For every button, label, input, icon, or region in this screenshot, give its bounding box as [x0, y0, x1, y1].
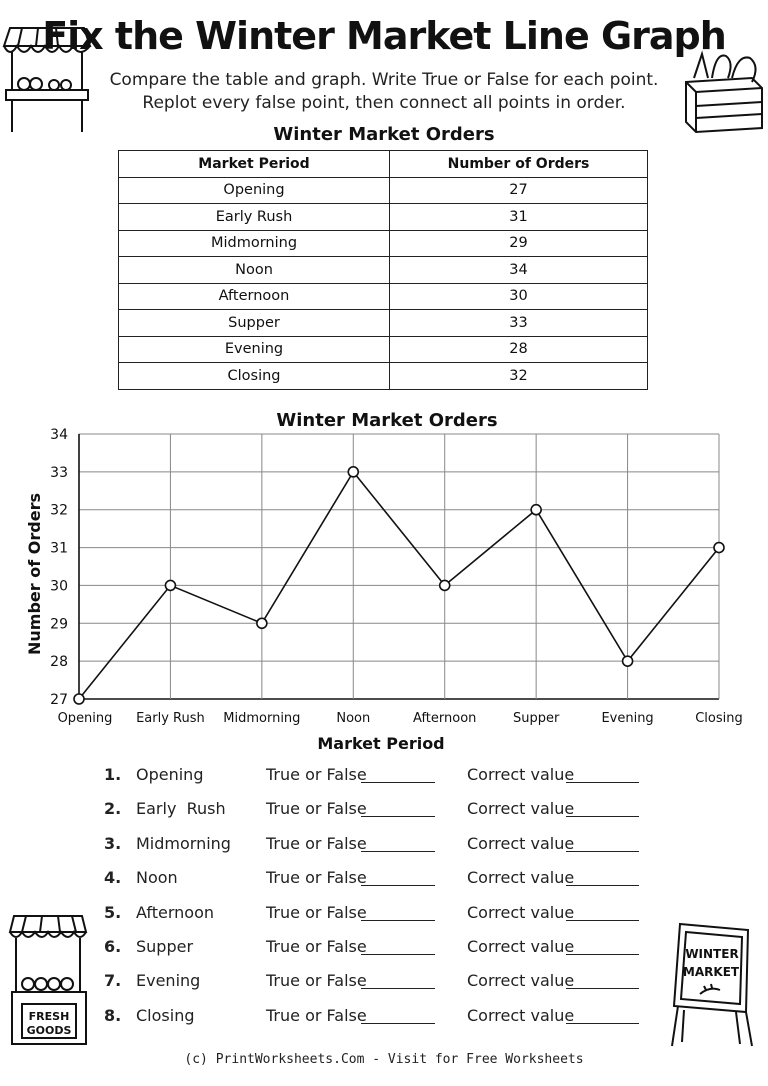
- question-row: [0, 1006, 768, 1036]
- y-tick-label: 30: [50, 578, 68, 595]
- true-false-label: True or False: [266, 902, 367, 922]
- y-tick-label: 28: [50, 654, 68, 671]
- question-number: 2.: [104, 799, 122, 819]
- correct-value-answer-blank[interactable]: [566, 851, 639, 852]
- correct-value-answer-blank[interactable]: [566, 920, 639, 921]
- true-false-answer-blank[interactable]: [361, 816, 435, 817]
- correct-value-answer-blank[interactable]: [566, 816, 639, 817]
- question-number: 8.: [104, 1005, 122, 1025]
- true-false-answer-blank[interactable]: [361, 782, 435, 783]
- correct-value-label: Correct value: [467, 799, 575, 819]
- question-period: Early Rush: [136, 799, 226, 819]
- correct-value-label: Correct value: [467, 868, 575, 888]
- x-tick-label: Supper: [512, 711, 560, 726]
- true-false-label: True or False: [266, 868, 367, 888]
- question-period: Closing: [136, 1005, 195, 1025]
- y-tick-labels: [50, 427, 68, 708]
- data-point: [531, 505, 541, 515]
- table-title: Winter Market Orders: [273, 124, 495, 145]
- x-tick-label: Opening: [57, 711, 113, 726]
- data-table: [118, 150, 648, 390]
- question-number: 1.: [104, 765, 122, 784]
- period-cell: Supper: [119, 310, 390, 337]
- true-false-label: True or False: [266, 971, 367, 991]
- y-tick-label: 31: [50, 540, 68, 557]
- x-tick-label: Early Rush: [136, 711, 205, 726]
- true-false-label: True or False: [266, 799, 367, 819]
- data-point: [440, 580, 450, 590]
- correct-value-answer-blank[interactable]: [566, 988, 639, 989]
- chart-title: Winter Market Orders: [276, 410, 498, 431]
- period-cell: Noon: [119, 257, 390, 284]
- orders-cell: 30: [390, 283, 648, 310]
- data-point: [257, 618, 267, 628]
- table-row: [119, 310, 648, 337]
- period-cell: Afternoon: [119, 283, 390, 310]
- question-period: Afternoon: [136, 902, 214, 922]
- page-title: Fix the Winter Market Line Graph: [42, 14, 726, 58]
- orders-cell: 31: [390, 204, 648, 231]
- question-row: [0, 903, 768, 933]
- table-row: [119, 230, 648, 257]
- true-false-answer-blank[interactable]: [361, 920, 435, 921]
- table-row: [119, 363, 648, 390]
- correct-value-label: Correct value: [467, 765, 575, 784]
- table-header-row: [119, 151, 648, 178]
- question-number: 3.: [104, 833, 122, 853]
- data-point: [165, 580, 175, 590]
- correct-value-answer-blank[interactable]: [566, 1023, 639, 1024]
- y-tick-label: 33: [50, 464, 68, 481]
- table-row: [119, 283, 648, 310]
- footer-credit: (c) PrintWorksheets.Com - Visit for Free Worksheets: [184, 1052, 584, 1067]
- true-false-answer-blank[interactable]: [361, 851, 435, 852]
- column-header: Number of Orders: [390, 151, 648, 178]
- data-point: [623, 656, 633, 666]
- x-tick-label: Evening: [601, 711, 654, 726]
- x-tick-label: Closing: [695, 711, 743, 726]
- instruction-line-2: Replot every false point, then connect all points in order.: [142, 93, 626, 113]
- orders-cell: 28: [390, 336, 648, 363]
- question-number: 6.: [104, 937, 122, 956]
- question-row: [0, 799, 768, 829]
- y-tick-label: 27: [50, 692, 68, 708]
- question-period: Midmorning: [136, 833, 231, 853]
- stand-sign-line-2: GOODS: [26, 1024, 72, 1037]
- table-row: [119, 204, 648, 231]
- board-line-2: MARKET: [682, 965, 740, 979]
- question-period: Evening: [136, 971, 201, 991]
- data-point: [714, 543, 724, 553]
- x-tick-label: Midmorning: [223, 711, 301, 726]
- orders-cell: 34: [390, 257, 648, 284]
- board-line-1: WINTER: [685, 947, 739, 961]
- true-false-answer-blank[interactable]: [361, 885, 435, 886]
- question-number: 5.: [104, 902, 122, 922]
- period-cell: Midmorning: [119, 230, 390, 257]
- y-tick-label: 34: [50, 427, 68, 443]
- true-false-label: True or False: [266, 833, 367, 853]
- line-chart: [0, 400, 768, 756]
- period-cell: Closing: [119, 363, 390, 390]
- y-axis-label: Number of Orders: [25, 493, 44, 655]
- correct-value-label: Correct value: [467, 937, 575, 956]
- question-period: Noon: [136, 868, 178, 888]
- correct-value-answer-blank[interactable]: [566, 885, 639, 886]
- true-false-label: True or False: [266, 1005, 367, 1025]
- period-cell: Evening: [119, 336, 390, 363]
- y-tick-label: 29: [50, 616, 68, 633]
- question-number: 7.: [104, 971, 122, 991]
- true-false-label: True or False: [266, 765, 367, 784]
- correct-value-label: Correct value: [467, 971, 575, 991]
- stand-sign-line-1: FRESH: [28, 1010, 70, 1023]
- orders-cell: 33: [390, 310, 648, 337]
- question-number: 4.: [104, 868, 122, 888]
- y-tick-label: 32: [50, 502, 68, 519]
- true-false-answer-blank[interactable]: [361, 954, 435, 955]
- question-row: [0, 834, 768, 864]
- data-point: [348, 467, 358, 477]
- instruction-line-1: Compare the table and graph. Write True or False for each point.: [109, 70, 659, 90]
- orders-cell: 27: [390, 177, 648, 204]
- x-tick-label: Afternoon: [413, 711, 477, 726]
- x-axis-label: Market Period: [317, 734, 445, 753]
- question-period: Supper: [136, 937, 194, 956]
- correct-value-answer-blank[interactable]: [566, 954, 639, 955]
- true-false-label: True or False: [266, 937, 367, 956]
- orders-cell: 29: [390, 230, 648, 257]
- table-row: [119, 257, 648, 284]
- x-tick-labels: [58, 711, 743, 726]
- true-false-answer-blank[interactable]: [361, 988, 435, 989]
- question-row: [0, 765, 768, 795]
- question-row: [0, 868, 768, 898]
- data-point: [74, 694, 84, 704]
- orders-cell: 32: [390, 363, 648, 390]
- period-cell: Early Rush: [119, 204, 390, 231]
- correct-value-answer-blank[interactable]: [566, 782, 639, 783]
- vegetable-crate-icon: [682, 48, 766, 136]
- true-false-answer-blank[interactable]: [361, 1023, 435, 1024]
- question-period: Opening: [136, 765, 204, 784]
- market-stall-icon: [2, 24, 92, 136]
- correct-value-label: Correct value: [467, 833, 575, 853]
- table-row: [119, 177, 648, 204]
- correct-value-label: Correct value: [467, 1005, 575, 1025]
- question-row: [0, 937, 768, 967]
- period-cell: Opening: [119, 177, 390, 204]
- question-row: [0, 971, 768, 1001]
- x-tick-label: Noon: [336, 711, 371, 726]
- column-header: Market Period: [119, 151, 390, 178]
- correct-value-label: Correct value: [467, 902, 575, 922]
- table-row: [119, 336, 648, 363]
